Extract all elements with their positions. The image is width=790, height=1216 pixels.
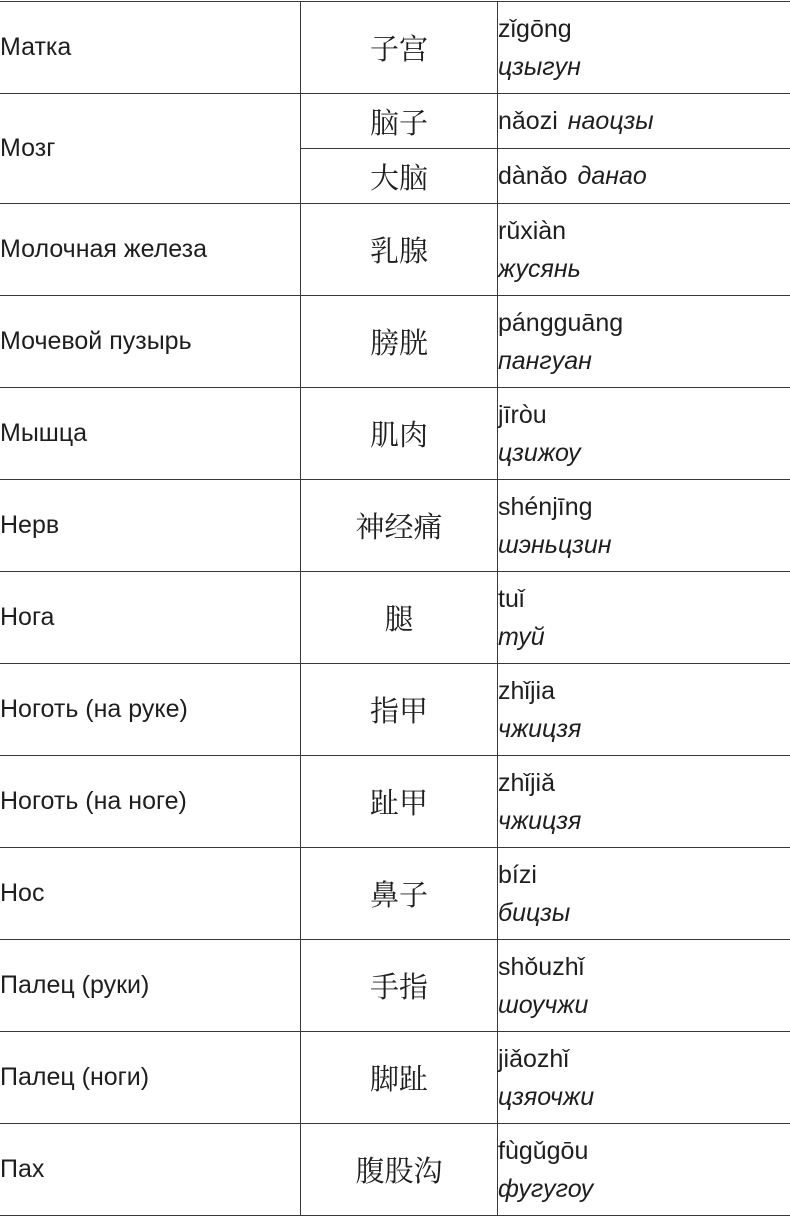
transliteration: фугугоу [498, 1170, 790, 1208]
pinyin: zhǐjiǎ [498, 764, 790, 802]
chinese-term: 神经痛 [301, 480, 498, 572]
russian-term: Палец (руки) [0, 940, 301, 1032]
table-row [0, 296, 790, 388]
chinese-term: 大脑 [301, 149, 498, 204]
transliteration: шоучжи [498, 986, 790, 1024]
russian-term: Ноготь (на руке) [0, 664, 301, 756]
transliteration: наоцзы [568, 107, 654, 135]
transliteration: цзыгун [498, 48, 790, 86]
table-row [0, 2, 790, 94]
pinyin: jīròu [498, 396, 790, 434]
chinese-term: 肌肉 [301, 388, 498, 480]
pinyin: rǔxiàn [498, 212, 790, 250]
table-row [0, 480, 790, 572]
russian-term: Мочевой пузырь [0, 296, 301, 388]
pronunciation-cell [498, 940, 790, 1032]
chinese-term: 趾甲 [301, 756, 498, 848]
transliteration: бицзы [498, 894, 790, 932]
transliteration: чжицзя [498, 710, 790, 748]
russian-term: Нерв [0, 480, 301, 572]
chinese-term: 手指 [301, 940, 498, 1032]
pronunciation-cell [498, 388, 790, 480]
transliteration: жусянь [498, 250, 790, 288]
pinyin: dànǎo [498, 162, 568, 190]
pinyin: shǒuzhǐ [498, 948, 790, 986]
pronunciation-cell [498, 2, 790, 94]
chinese-term: 乳腺 [301, 204, 498, 296]
pinyin: zhǐjia [498, 672, 790, 710]
russian-term: Мозг [0, 94, 301, 204]
pinyin: pángguāng [498, 304, 790, 342]
russian-term: Пах [0, 1124, 301, 1216]
pronunciation-cell [498, 204, 790, 296]
table-row [0, 664, 790, 756]
vocabulary-table [0, 1, 790, 1216]
pronunciation-cell [498, 848, 790, 940]
table-row [0, 756, 790, 848]
chinese-term: 脑子 [301, 94, 498, 149]
chinese-term: 腹股沟 [301, 1124, 498, 1216]
chinese-term: 脚趾 [301, 1032, 498, 1124]
pinyin: jiǎozhǐ [498, 1040, 790, 1078]
russian-term: Ноготь (на ноге) [0, 756, 301, 848]
chinese-term: 腿 [301, 572, 498, 664]
pinyin: zǐgōng [498, 10, 790, 48]
chinese-term: 膀胱 [301, 296, 498, 388]
pinyin: nǎozi [498, 107, 558, 135]
pronunciation-cell [498, 756, 790, 848]
table-row [0, 1032, 790, 1124]
russian-term: Нога [0, 572, 301, 664]
pinyin: shénjīng [498, 488, 790, 526]
russian-term: Палец (ноги) [0, 1032, 301, 1124]
table-row [0, 572, 790, 664]
chinese-term: 指甲 [301, 664, 498, 756]
pinyin: tuǐ [498, 580, 790, 618]
table-row [0, 848, 790, 940]
pinyin: bízi [498, 856, 790, 894]
transliteration: данао [578, 162, 647, 190]
russian-term: Молочная железа [0, 204, 301, 296]
table-row [0, 940, 790, 1032]
pronunciation-cell [498, 1124, 790, 1216]
transliteration: цзяочжи [498, 1078, 790, 1116]
transliteration: чжицзя [498, 802, 790, 840]
pronunciation-cell [498, 572, 790, 664]
pinyin: fùgǔgōu [498, 1132, 790, 1170]
table-row [0, 94, 790, 149]
transliteration: туй [498, 618, 790, 656]
transliteration: шэньцзин [498, 526, 790, 564]
russian-term: Матка [0, 2, 301, 94]
pronunciation-cell [498, 480, 790, 572]
table-row [0, 388, 790, 480]
chinese-term: 鼻子 [301, 848, 498, 940]
pronunciation-cell [498, 94, 790, 149]
chinese-term: 子宫 [301, 2, 498, 94]
table-row [0, 204, 790, 296]
pronunciation-cell [498, 296, 790, 388]
transliteration: пангуан [498, 342, 790, 380]
russian-term: Нос [0, 848, 301, 940]
pronunciation-cell [498, 664, 790, 756]
table-row [0, 1124, 790, 1216]
pronunciation-cell [498, 1032, 790, 1124]
russian-term: Мышца [0, 388, 301, 480]
transliteration: цзижоу [498, 434, 790, 472]
pronunciation-cell [498, 149, 790, 204]
